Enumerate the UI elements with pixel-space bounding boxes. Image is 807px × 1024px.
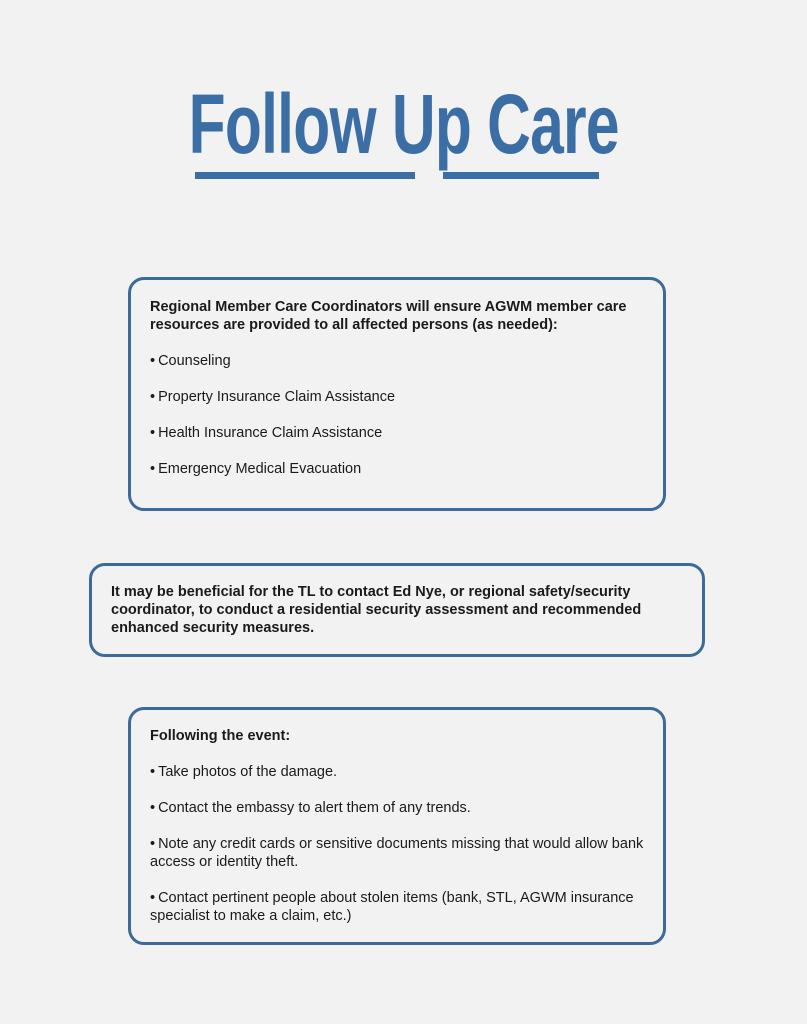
list-item-text: Note any credit cards or sensitive documents missing that would allow bank access or identity theft. [150,836,644,870]
page-title: Follow Up Care [188,77,619,171]
security-assessment-card [89,563,705,657]
list-item-text: Health Insurance Claim Assistance [158,425,383,441]
list-item [150,460,645,478]
list-item-text: Counseling [158,353,231,369]
list-item-text: Take photos of the damage. [158,764,338,780]
list-item-text: Property Insurance Claim Assistance [158,389,396,405]
bullet: • [150,764,156,780]
following-event-card [128,707,666,945]
member-care-card [128,277,666,511]
list-item [150,352,645,370]
title-underline [195,172,599,179]
list-item-text: Contact pertinent people about stolen items (bank, STL, AGWM insurance specialist to make a claim, etc.) [150,890,634,924]
list-item-text: Contact the embassy to alert them of any trends. [158,800,471,816]
security-assessment-text: It may be beneficial for the TL to contact Ed Nye, or regional safety/security coordinator, to conduct a residential security assessment and recommended enhanced security measures. [111,584,642,636]
bullet: • [150,890,156,906]
list-item-text: Emergency Medical Evacuation [158,461,362,477]
member-care-list [150,352,645,478]
title-underline-gap [415,172,443,179]
following-event-lead: Following the event: [150,728,291,744]
member-care-lead: Regional Member Care Coordinators will ensure AGWM member care resources are provided to all affected persons (as needed): [150,299,627,333]
list-item [150,835,645,871]
bullet: • [150,836,156,852]
list-item [150,388,645,406]
list-item [150,799,645,817]
list-item [150,763,645,781]
bullet: • [150,425,156,441]
bullet: • [150,800,156,816]
bullet: • [150,461,156,477]
list-item [150,889,645,925]
title-container [0,77,807,171]
following-event-list [150,763,645,925]
bullet: • [150,353,156,369]
bullet: • [150,389,156,405]
list-item [150,424,645,442]
